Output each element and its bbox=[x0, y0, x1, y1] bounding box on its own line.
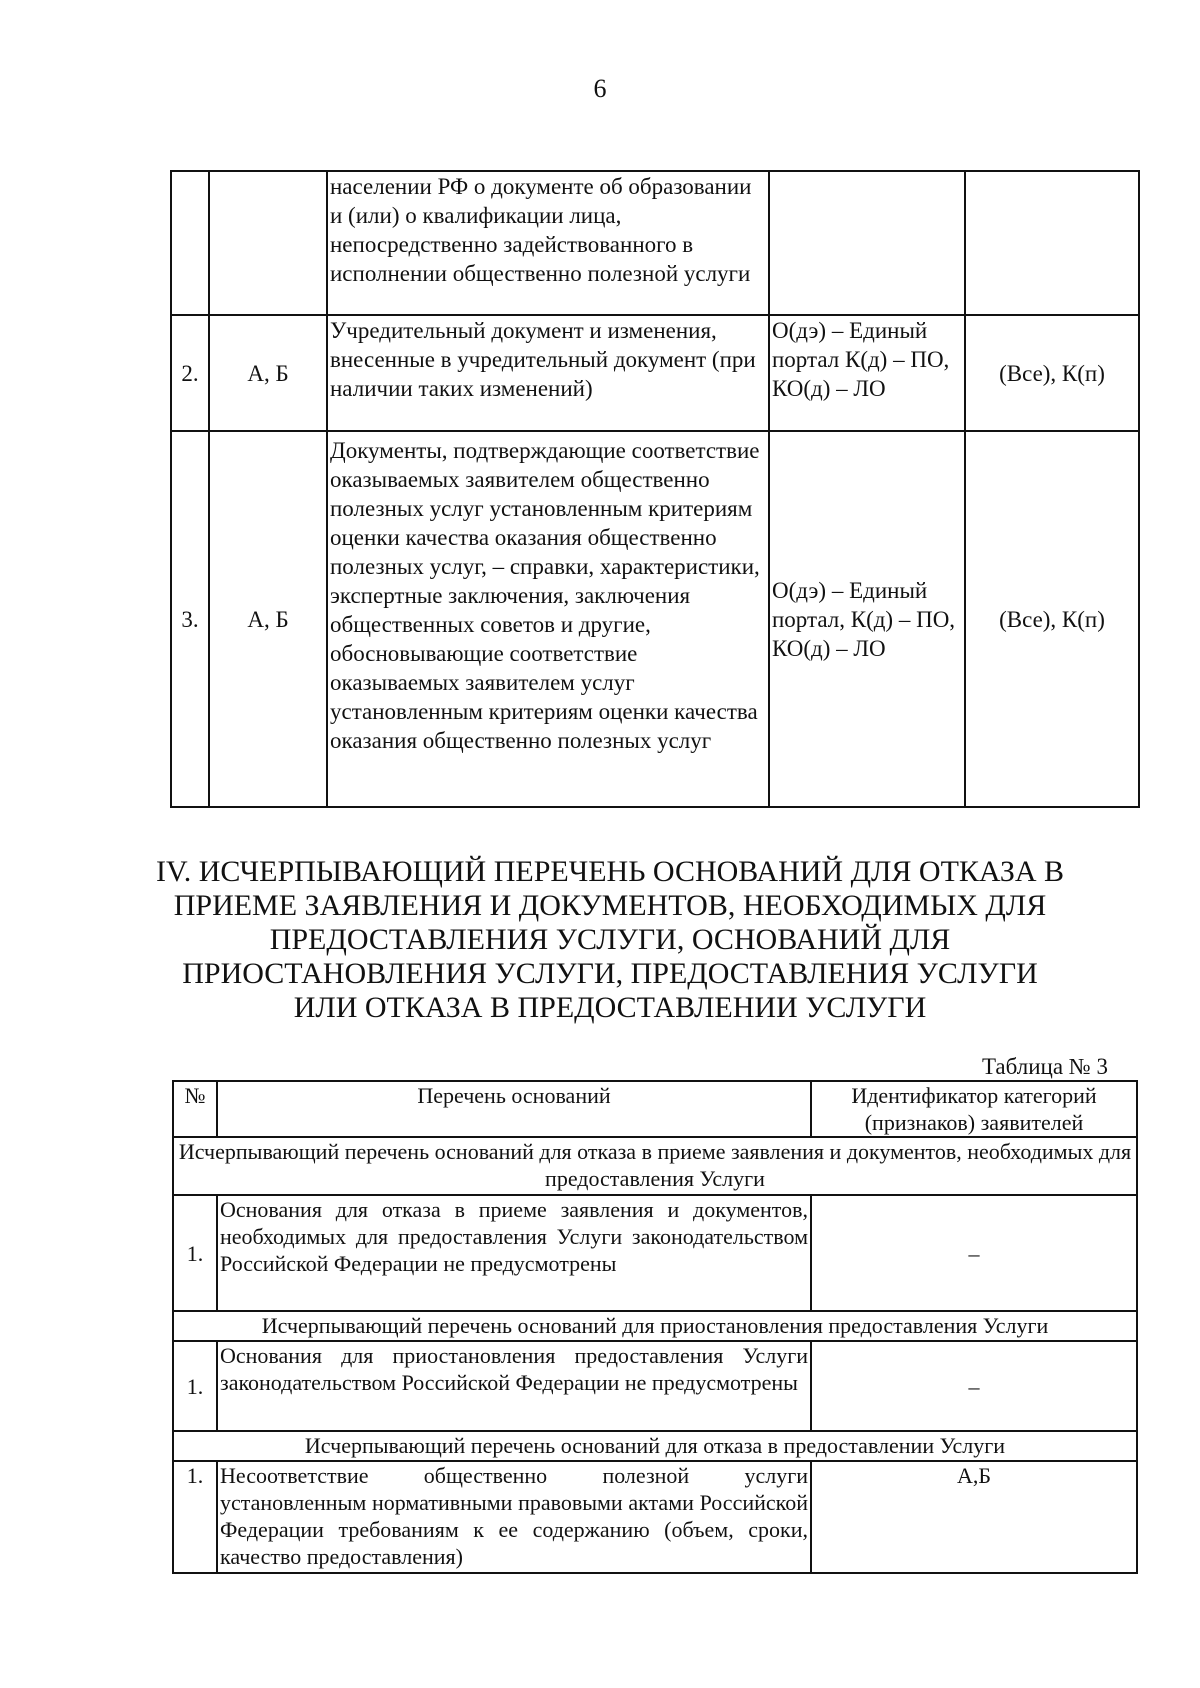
document-description: населении РФ о документе об образовании и (или) о квалификации лица, непосредственно задействованного в исполнении общественно полезной услуги bbox=[327, 171, 769, 315]
group-title: Исчерпывающий перечень оснований для приостановления предоставления Услуги bbox=[173, 1311, 1137, 1341]
reason-text: Основания для отказа в приеме заявления и документов, необходимых для предоставления Услуги законодательством Российской Федерации не предусмотрены bbox=[217, 1195, 811, 1311]
applicant-identifier: – bbox=[811, 1341, 1137, 1431]
applicant-identifier: А,Б bbox=[811, 1461, 1137, 1573]
group-title: Исчерпывающий перечень оснований для отказа в предоставлении Услуги bbox=[173, 1431, 1137, 1461]
table-row bbox=[173, 1341, 1137, 1431]
table-header-row bbox=[173, 1081, 1137, 1137]
documents-continuation-table bbox=[170, 170, 1140, 808]
row-number: 1. bbox=[173, 1341, 217, 1431]
section-heading: IV. ИСЧЕРПЫВАЮЩИЙ ПЕРЕЧЕНЬ ОСНОВАНИЙ ДЛЯ ОТКАЗА В ПРИЕМЕ ЗАЯВЛЕНИЯ И ДОКУМЕНТОВ, НЕОБХОДИМЫХ ДЛЯ ПРЕДОСТАВЛЕНИЯ УСЛУГИ, ОСНОВАНИЙ ДЛЯ ПРИОСТАНОВЛЕНИЯ УСЛУГИ, ПРЕДОСТАВЛЕНИЯ УСЛУГИ ИЛИ ОТКАЗА В ПРЕДОСТАВЛЕНИИ УСЛУГИ bbox=[155, 855, 1065, 1024]
table-caption: Таблица № 3 bbox=[981, 1054, 1108, 1079]
document-code bbox=[965, 171, 1139, 315]
document-description: Документы, подтверждающие соответствие оказываемых заявителем общественно полезных услуг установленным критериям оценки качества оказания общественно полезных услуг, – справки, характеристики, экспертные заключения, заключения общественных советов и другие, обосновывающие соответствие оказываемых заявителем услуг установленным критериям оценки качества оказания общественно полезных услуг bbox=[327, 431, 769, 807]
document-code: (Все), К(п) bbox=[965, 315, 1139, 431]
submission-source: О(дэ) – Единый портал, К(д) – ПО, КО(д) – ЛО bbox=[769, 431, 965, 807]
document-code: (Все), К(п) bbox=[965, 431, 1139, 807]
table-row bbox=[171, 431, 1139, 807]
group-title-row bbox=[173, 1311, 1137, 1341]
reason-text: Основания для приостановления предоставления Услуги законодательством Российской Федерации не предусмотрены bbox=[217, 1341, 811, 1431]
row-number: 1. bbox=[173, 1195, 217, 1311]
row-number: 3. bbox=[171, 431, 209, 807]
group-title: Исчерпывающий перечень оснований для отказа в приеме заявления и документов, необходимых для предоставления Услуги bbox=[173, 1137, 1137, 1195]
table-row bbox=[173, 1195, 1137, 1311]
table-row bbox=[173, 1461, 1137, 1573]
applicant-category bbox=[209, 171, 327, 315]
reason-text: Несоответствие общественно полезной услуги установленным нормативными правовыми актами Российской Федерации требованиям к ее содержанию (объем, сроки, качество предоставления) bbox=[217, 1461, 811, 1573]
row-number: 1. bbox=[173, 1461, 217, 1573]
header-identifier: Идентификатор категорий (признаков) заявителей bbox=[811, 1081, 1137, 1137]
applicant-category: А, Б bbox=[209, 315, 327, 431]
submission-source: О(дэ) – Единый портал К(д) – ПО, КО(д) – ЛО bbox=[769, 315, 965, 431]
row-number: 2. bbox=[171, 315, 209, 431]
table-row bbox=[171, 315, 1139, 431]
row-number bbox=[171, 171, 209, 315]
submission-source bbox=[769, 171, 965, 315]
header-reasons: Перечень оснований bbox=[217, 1081, 811, 1137]
table-row bbox=[171, 171, 1139, 315]
group-title-row bbox=[173, 1431, 1137, 1461]
refusal-grounds-table bbox=[172, 1080, 1138, 1574]
document-description: Учредительный документ и изменения, внесенные в учредительный документ (при наличии таких изменений) bbox=[327, 315, 769, 431]
applicant-category: А, Б bbox=[209, 431, 327, 807]
group-title-row bbox=[173, 1137, 1137, 1195]
header-number: № bbox=[173, 1081, 217, 1137]
page-number: 6 bbox=[593, 74, 607, 103]
applicant-identifier: – bbox=[811, 1195, 1137, 1311]
